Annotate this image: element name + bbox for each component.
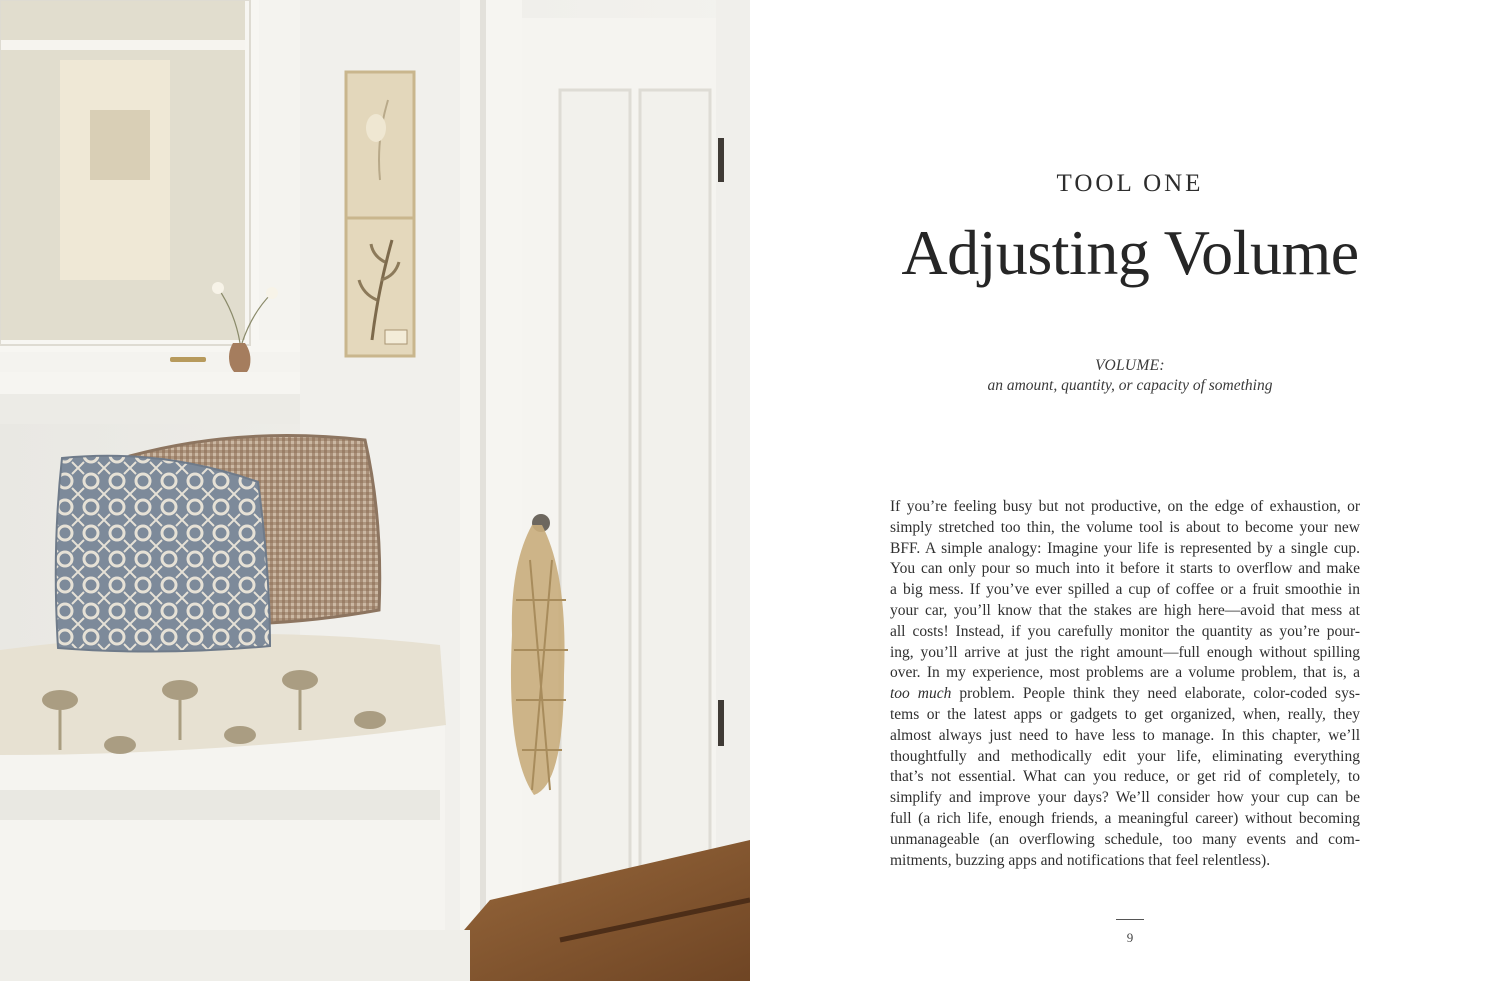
body-line: thoughtfully and methodically edit your life, eliminating everything [890, 747, 1360, 765]
body-line: unmanageable (an overflowing schedule, too many events and com- [890, 830, 1360, 848]
body-line: BFF. A simple analogy: Imagine your life is represented by a single cup. [890, 539, 1360, 557]
body-line: You can only pour so much into it before it starts to overflow and make [890, 560, 1360, 578]
body-line: all costs! Instead, if you carefully monitor the quantity as you’re pour- [890, 622, 1360, 640]
emphasis-text: too much [890, 685, 952, 703]
body-line: tems or the latest apps or gadgets to get organized, when, really, they [890, 705, 1360, 723]
body-line: that’s not essential. What can you reduce, or get rid of completely, to [890, 768, 1360, 786]
body-line: full (a rich life, enough friends, a meaningful career) without becoming [890, 809, 1360, 827]
body-line-rest: problem. People think they need elaborate, color-coded sys- [959, 685, 1361, 703]
body-line: ing, you’ll arrive at just the right amount—full enough without spilling [890, 643, 1360, 661]
definition-term: VOLUME: [1095, 357, 1165, 374]
body-line: simplify and improve your days? We’ll consider how your cup can be [890, 789, 1360, 807]
body-line: your car, you’ll know that the stakes are high here—avoid that mess at [890, 601, 1360, 619]
body-line: almost always just need to have less to manage. In this chapter, we’ll [890, 726, 1360, 744]
definition-text: an amount, quantity, or capacity of something [987, 377, 1273, 394]
body-paragraph [890, 497, 1360, 871]
chapter-kicker: TOOL ONE [1056, 170, 1204, 197]
body-line: a big mess. If you’ve ever spilled a cup of coffee or a fruit smoothie in [890, 581, 1360, 599]
folio-rule [1116, 919, 1144, 920]
text-page [750, 0, 1500, 981]
chapter-title: Adjusting Volume [901, 217, 1359, 288]
body-line: mitments, buzzing apps and notifications that feel relentless). [890, 851, 1271, 869]
body-line: If you’re feeling busy but not productive, on the edge of exhaustion, or [890, 498, 1360, 515]
body-line: simply stretched too thin, the volume tool is about to become your new [890, 518, 1360, 536]
body-line-emphasis [890, 684, 1360, 705]
body-line: over. In my experience, most problems are a volume problem, that is, a [890, 664, 1360, 682]
page-number: 9 [1126, 930, 1134, 945]
